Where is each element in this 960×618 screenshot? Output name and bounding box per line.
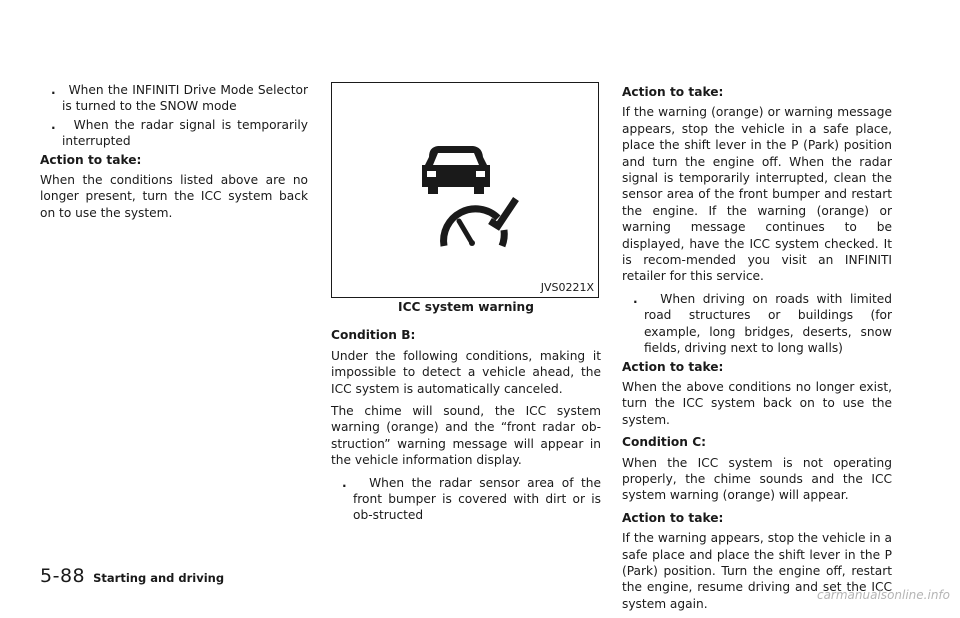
action-text: When the above conditions no longer exist, turn the ICC system back on to use the system.	[622, 379, 892, 427]
action-heading: Action to take:	[40, 152, 142, 167]
right-column	[622, 84, 892, 618]
paragraph: When the ICC system is not operating properly, the chime sounds and the ICC system warning (orange) will appear.	[622, 455, 892, 503]
bullet-dot: .	[51, 117, 56, 132]
list-item	[622, 291, 892, 357]
icc-system-warning-icon	[332, 83, 598, 296]
action-heading: Action to take:	[622, 510, 724, 525]
left-column	[40, 82, 308, 227]
list-item	[40, 117, 308, 150]
section-title: Starting and driving	[93, 571, 225, 585]
paragraph: The chime will sound, the ICC system warning (orange) and the “front radar ob-struction” warning message will appear in the vehicle information display.	[331, 404, 601, 468]
condition-heading: Condition B:	[331, 328, 416, 343]
bullet-text: When driving on roads with limited road structures or buildings (for example, long bridges, deserts, snow fields, driving next to long walls)	[644, 291, 892, 356]
bullet-dot: .	[342, 475, 347, 490]
figure-caption: ICC system warning	[398, 300, 534, 314]
page-number: 5-88	[40, 565, 86, 587]
action-text: When the conditions listed above are no longer present, turn the ICC system back on to use the system.	[40, 173, 308, 220]
bullet-text: When the radar signal is temporarily interrupted	[62, 117, 309, 149]
bullet-text: When the INFINITI Drive Mode Selector is turned to the SNOW mode	[62, 83, 308, 114]
figure-icc-warning	[331, 82, 599, 298]
bullet-text: When the radar sensor area of the front bumper is covered with dirt or is ob-structed	[353, 475, 601, 523]
action-text: If the warning appears, stop the vehicle in a safe place and place the shift lever in the P (Park) position. Turn the engine off, restart the engine, resume driving and set the ICC system again.	[622, 531, 892, 611]
middle-column	[331, 82, 601, 526]
action-text: If the warning (orange) or warning message appears, stop the vehicle in a safe place, place the shift lever in the P (Park) position and turn the engine off. When the radar signal is temporarily interrupted, clean the sensor area of the front bumper and restart the engine. If the warning (orange) or warning message continues to be displayed, have the ICC system checked. It is recom-mended you visit an INFINITI retailer for this service.	[622, 105, 892, 284]
action-heading: Action to take:	[622, 85, 724, 99]
condition-heading: Condition C:	[622, 435, 707, 450]
bullet-dot: .	[51, 83, 56, 97]
list-item	[40, 82, 308, 115]
bullet-dot: .	[633, 291, 638, 306]
paragraph: Under the following conditions, making it impossible to detect a vehicle ahead, the ICC system is automatically canceled.	[331, 348, 601, 396]
list-item	[331, 475, 601, 524]
action-heading: Action to take:	[622, 359, 724, 374]
watermark: carmanualsonline.info	[816, 588, 950, 602]
figure-code: JVS0221X	[540, 280, 594, 294]
page-footer	[40, 565, 224, 587]
